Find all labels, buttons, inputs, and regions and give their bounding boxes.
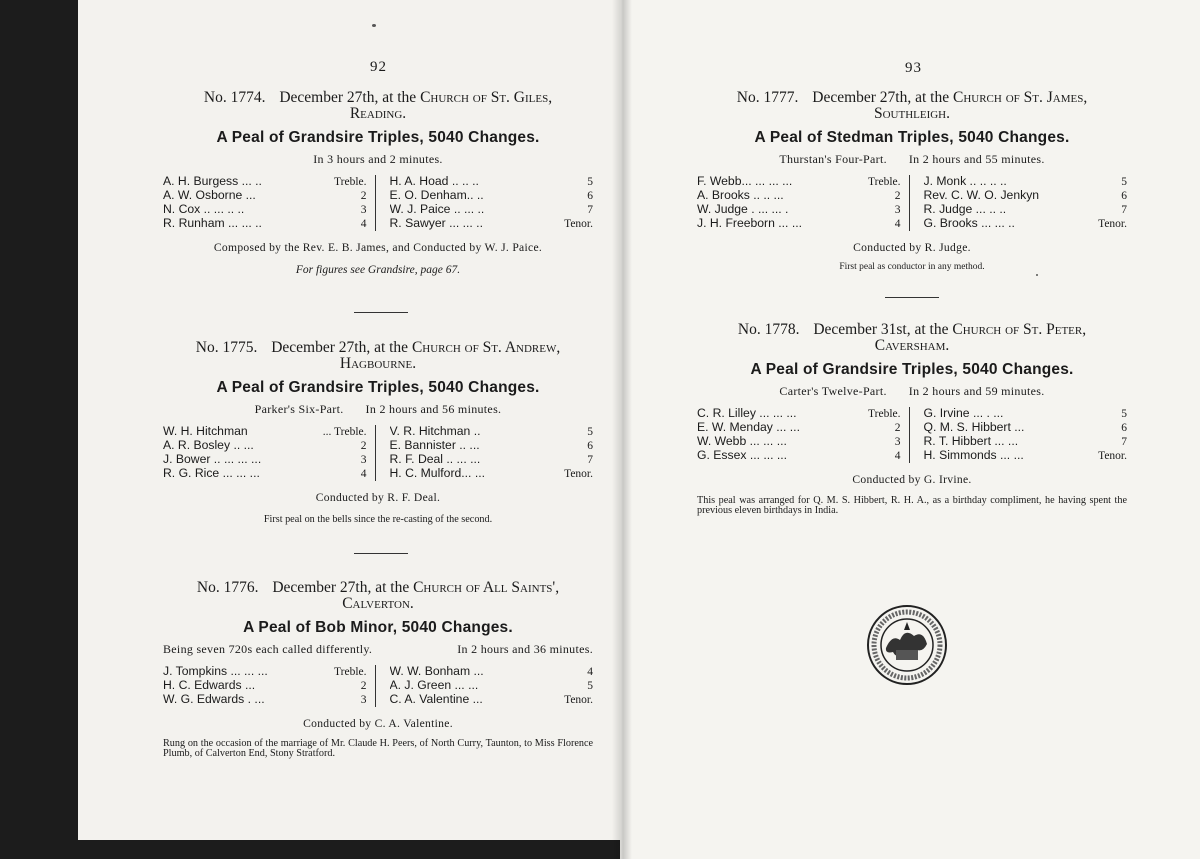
ringer-name: J. Bower .. ... ... ... [163,453,262,466]
ringer-row [697,407,901,421]
peal-title: A Peal of Grandsire Triples, 5040 Changes. [750,361,1074,378]
entry-heading [697,322,1127,354]
ringer-name: C. A. Valentine ... [389,693,483,706]
ringer-row [697,449,901,463]
entry-church: Church of All Saints', [413,579,560,596]
ringer-name: W. Webb ... ... ... [697,435,787,448]
ringers-right-column [910,407,1128,463]
ringer-row [924,421,1128,435]
ringer-position: 7 [1121,436,1127,448]
ringer-row [697,175,901,189]
entry-number: No. 1776. [196,579,259,596]
section-divider [354,553,408,554]
ringer-row [163,439,367,453]
paper-speck [1036,274,1038,276]
ringer-row [924,203,1128,217]
ringer-position: 5 [1121,408,1127,420]
ringer-name: G. Essex ... ... ... [697,449,788,462]
conducted-by: Conducted by R. F. Deal. [315,491,441,504]
ringer-row [697,435,901,449]
ringer-name: R. F. Deal .. ... ... [389,453,481,466]
peal-entry-1775 [163,340,593,525]
entry-note: Rung on the occasion of the marriage of Mr. Claude H. Peers, of North Curry, Taunton, to Miss Florence Plumb, of Calverton End, Stony Stratford. [163,738,593,759]
ringer-name: A. H. Burgess ... .. [163,175,262,188]
ringer-position: 5 [587,176,593,188]
ringer-name: J. Monk .. .. .. .. [923,175,1007,188]
ringer-row [163,189,367,203]
section-divider [354,312,408,313]
entry-number: No. 1775. [195,339,258,356]
entry-number: No. 1778. [737,321,800,338]
ringers-left-column [163,175,376,231]
entry-heading [163,340,593,372]
ringer-row [390,425,594,439]
ringer-position: 6 [587,440,593,452]
entry-date: December 27th, at the [271,339,409,356]
peal-entry-1778 [697,322,1127,516]
ringer-row [163,467,367,481]
ringer-row [163,175,367,189]
peal-title: A Peal of Grandsire Triples, 5040 Changes. [216,129,540,146]
conducted-by: Conducted by R. Judge. [853,241,971,254]
peal-duration: In 2 hours and 55 minutes. [908,152,1045,166]
ringer-position: Treble. [868,408,901,420]
ringer-row [697,217,901,231]
conducted-by: Conducted by G. Irvine. [852,473,972,486]
entry-heading [163,90,593,122]
peal-composition: Carter's Twelve-Part. [779,384,887,398]
ringer-name: G. Brooks ... ... .. [923,217,1015,230]
ringer-name: W. J. Paice .. ... .. [389,203,485,216]
ringer-position: 5 [587,426,593,438]
peal-composition: Parker's Six-Part. [254,402,344,416]
ringer-position: 5 [587,680,593,692]
ringer-position: 2 [360,440,367,452]
peal-title: A Peal of Bob Minor, 5040 Changes. [243,619,513,636]
entry-church: Church of St. Giles, [420,89,553,106]
book-gutter [612,0,632,859]
printer-stamp-seal-icon [866,604,948,686]
peal-duration: In 2 hours and 59 minutes. [908,384,1045,398]
peal-meta [163,152,593,167]
ringers-table [697,175,1127,231]
ringer-name: R. T. Hibbert ... ... [923,435,1019,448]
ringer-name: N. Cox .. ... .. .. [163,203,245,216]
ringers-right-column [376,665,594,707]
ringer-position: 6 [1121,190,1127,202]
ringer-row [163,665,367,679]
ringers-left-column [163,425,376,481]
peal-duration: In 2 hours and 36 minutes. [457,642,593,656]
ringers-left-column [697,175,910,231]
entry-date: December 27th, at the [272,579,410,596]
ringer-name: Q. M. S. Hibbert ... [923,421,1025,434]
ringer-position: 4 [360,468,367,480]
ringer-row [390,217,594,231]
ringer-position: Tenor. [564,694,593,706]
ringer-row [390,189,594,203]
ringer-name: H. Simmonds ... ... [923,449,1024,462]
ringer-name: F. Webb... ... ... ... [697,175,793,188]
ringer-row [163,425,367,439]
entry-place: Hagbourne. [339,355,417,372]
ringer-row [163,217,367,231]
ringer-row [697,421,901,435]
page-number-right: 93 [905,60,922,76]
page-number-left: 92 [370,59,387,75]
ringer-name: H. C. Edwards ... [163,679,256,692]
ringer-name: J. H. Freeborn ... ... [697,217,802,230]
ringer-row [924,435,1128,449]
ringer-name: H. A. Hoad .. .. .. [389,175,479,188]
ringer-position: Tenor. [564,468,593,480]
ringer-position: 2 [894,190,901,202]
entry-church: Church of St. Andrew, [411,339,561,356]
ringer-row [163,203,367,217]
ringer-row [390,693,594,707]
ringers-table [163,175,593,231]
ringer-position: Treble. [334,666,367,678]
ringer-row [924,189,1128,203]
ringer-name: C. R. Lilley ... ... ... [697,407,797,420]
ringer-row [390,203,594,217]
conducted-by: Composed by the Rev. E. B. James, and Conducted by W. J. Paice. [213,241,543,254]
ringer-row [924,449,1128,463]
ringer-name: A. R. Bosley .. ... [163,439,254,452]
section-divider [885,297,939,298]
ringer-name: W. W. Bonham ... [389,665,484,678]
ringer-row [390,453,594,467]
peal-meta [697,384,1127,399]
ringers-right-column [910,175,1128,231]
ringer-row [390,439,594,453]
ringer-position: 2 [360,190,367,202]
ringer-name: R. Sawyer ... ... .. [389,217,483,230]
ringer-position: 4 [587,666,593,678]
ringer-name: W. G. Edwards . ... [163,693,265,706]
ringer-row [390,175,594,189]
peal-title: A Peal of Stedman Triples, 5040 Changes. [754,129,1070,146]
ringer-position: Tenor. [1098,450,1127,462]
entry-heading [163,580,593,612]
ringer-position: 3 [360,454,367,466]
peal-composition: Being seven 720s each called differently. [163,642,373,656]
ringer-position: 2 [894,422,901,434]
entry-date: December 27th, at the [279,89,417,106]
ringer-position: 5 [1121,176,1127,188]
ringer-name: E. W. Menday ... ... [697,421,800,434]
ringer-name: W. Judge . ... ... . [697,203,789,216]
paper-speck [372,24,376,27]
ringer-row [697,189,901,203]
ringer-row [390,679,594,693]
peal-meta [163,642,593,657]
ringer-row [697,203,901,217]
entry-number: No. 1777. [736,89,799,106]
ringer-name: A. Brooks .. .. ... [697,189,784,202]
conducted-by: Conducted by C. A. Valentine. [303,717,453,730]
peal-entry-1777 [697,90,1127,272]
entry-date: December 31st, at the [813,321,949,338]
ringers-right-column [376,175,594,231]
peal-duration: In 2 hours and 56 minutes. [365,402,502,416]
ringer-row [390,665,594,679]
ringers-left-column [163,665,376,707]
ringer-position: Tenor. [1098,218,1127,230]
ringers-left-column [697,407,910,463]
entry-note: This peal was arranged for Q. M. S. Hibbert, R. H. A., as a birthday compliment, he having spent the previous eleven birthdays in India. [697,495,1127,516]
peal-meta [163,402,593,417]
ringers-table [163,425,593,481]
ringer-position: 7 [587,204,593,216]
ringer-row [924,407,1128,421]
ringer-position: 3 [360,694,367,706]
ringer-name: Rev. C. W. O. Jenkyn [923,189,1040,202]
ringer-position: 7 [1121,204,1127,216]
ringer-row [924,175,1128,189]
peal-entry-1774 [163,90,593,276]
entry-number: No. 1774. [203,89,266,106]
peal-entry-1776 [163,580,593,759]
ringer-position: 4 [894,218,901,230]
ringer-name: R. Judge ... .. .. [923,203,1007,216]
ringer-position: 3 [360,204,367,216]
ringer-position: 6 [587,190,593,202]
entry-place: Reading. [349,105,407,122]
entry-place: Calverton. [342,595,414,612]
ringer-position: Treble. [868,176,901,188]
ringer-name: G. Irvine ... . ... [923,407,1004,420]
ringer-name: E. Bannister .. ... [389,439,480,452]
entry-church: Church of St. James, [952,89,1088,106]
ringer-position: 7 [587,454,593,466]
entry-date: December 27th, at the [812,89,950,106]
peal-title: A Peal of Grandsire Triples, 5040 Changes. [216,379,540,396]
ringer-name: J. Tompkins ... ... ... [163,665,268,678]
ringer-name: W. H. Hitchman [163,425,248,438]
ringer-row [924,217,1128,231]
ringers-right-column [376,425,594,481]
entry-heading [697,90,1127,122]
ringer-name: R. Runham ... ... .. [163,217,262,230]
ringer-position: 3 [894,436,901,448]
entry-place: Southleigh. [873,105,951,122]
peal-duration: In 3 hours and 2 minutes. [313,152,443,166]
entry-note: First peal as conductor in any method. [839,262,985,272]
ringer-position: 4 [360,218,367,230]
entry-church: Church of St. Peter, [952,321,1087,338]
entry-note: For figures see Grandsire, page 67. [295,264,461,276]
ringer-position: Treble. [334,176,367,188]
ringer-position: 3 [894,204,901,216]
ringers-table [697,407,1127,463]
ringer-name: V. R. Hitchman .. [389,425,481,438]
entry-note: First peal on the bells since the re-casting of the second. [263,514,493,525]
ringer-name: A. J. Green ... ... [389,679,479,692]
ringer-position: ... Treble. [322,426,367,438]
ringer-position: 6 [1121,422,1127,434]
ringer-row [163,679,367,693]
ringer-position: Tenor. [564,218,593,230]
ringers-table [163,665,593,707]
ringer-name: H. C. Mulford... ... [389,467,485,480]
ringer-name: A. W. Osborne ... [163,189,256,202]
ringer-row [163,693,367,707]
ringer-name: E. O. Denham.. .. [389,189,484,202]
peal-composition: Thurstan's Four-Part. [779,152,887,166]
ringer-row [390,467,594,481]
ringer-position: 2 [360,680,367,692]
entry-place: Caversham. [874,337,950,354]
peal-meta [697,152,1127,167]
ringer-row [163,453,367,467]
ringer-position: 4 [894,450,901,462]
ringer-name: R. G. Rice ... ... ... [163,467,260,480]
